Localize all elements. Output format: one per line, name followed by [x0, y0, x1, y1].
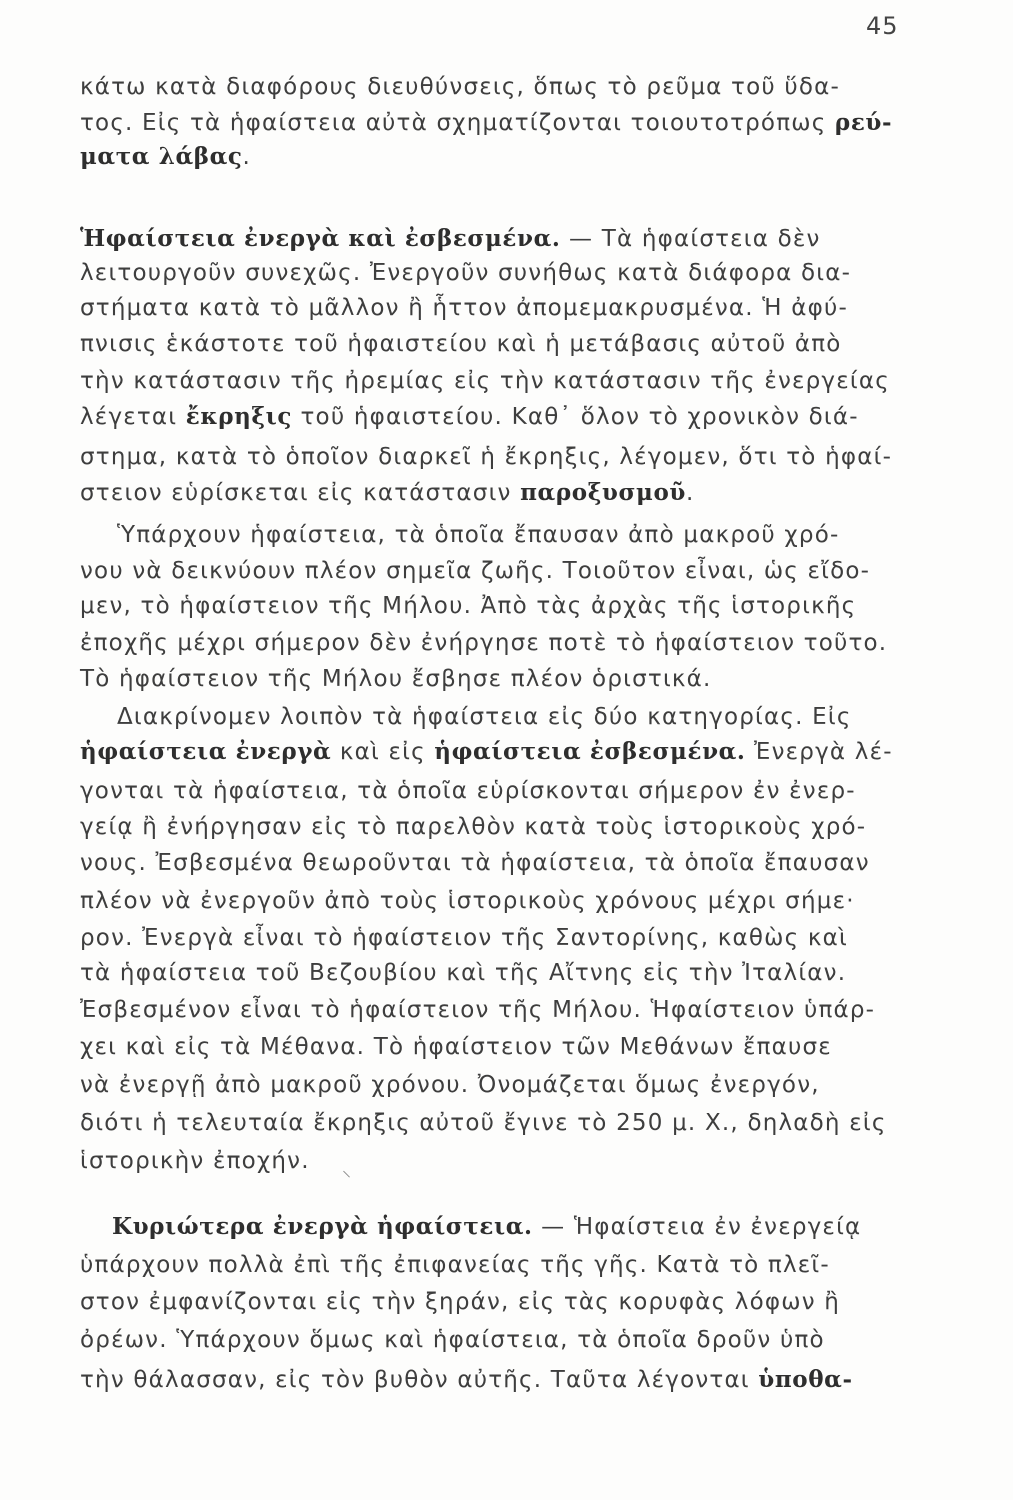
text-line [80, 848, 930, 878]
text-run: νους. Ἐσβεσμένα θεωροῦνται τὰ ἡφαίστεια, τὰ ὁποῖα ἔπαυσαν [80, 850, 870, 876]
text-run: — Τὰ ἡφαίστεια δὲν [560, 226, 821, 252]
text-run: . [242, 144, 252, 170]
text-run: πνισις ἑκάστοτε τοῦ ἡφαιστείου καὶ ἡ μετάβασις αὐτοῦ ἀπὸ [80, 331, 842, 357]
text-line [80, 108, 930, 138]
text-line [117, 702, 967, 732]
bold-term: ἡφαίστεια ἐσβεσμένα. [434, 738, 746, 765]
bold-term: ἔκρηξις [185, 403, 292, 430]
text-run: Ὑπάρχουν ἡφαίστεια, τὰ ὁποῖα ἔπαυσαν ἀπὸ μακροῦ χρό- [117, 522, 840, 548]
text-run: στειον εὑρίσκεται εἰς κατάστασιν [80, 480, 521, 506]
text-line [80, 1250, 930, 1280]
text-line [80, 591, 930, 621]
bold-term: ὑποθα- [758, 1366, 853, 1393]
text-line [80, 329, 930, 359]
bold-term: ρεύ- [834, 109, 893, 136]
text-line [80, 293, 930, 323]
text-line [80, 1325, 930, 1355]
text-run: καὶ εἰς [331, 739, 435, 765]
text-run: λέγεται [80, 404, 186, 430]
text-line [80, 556, 930, 586]
bold-term: παροξυσμοῦ [520, 479, 686, 506]
text-run: στημα, κατὰ τὸ ὁποῖον διαρκεῖ ἡ ἔκρηξις, λέγομεν, ὅτι τὸ ἡφαί- [80, 444, 893, 470]
section-heading-line [80, 224, 930, 254]
stray-mark: ⸜ [342, 1160, 351, 1181]
text-line [80, 1108, 930, 1138]
text-line [80, 664, 930, 694]
text-run: διότι ἡ τελευταία ἔκρηξις αὐτοῦ ἔγινε τὸ 250 μ. Χ., δηλαδὴ εἰς [80, 1110, 887, 1136]
text-run: ὑπάρχουν πολλὰ ἐπὶ τῆς ἐπιφανείας τῆς γῆς. Κατὰ τὸ πλεῖ- [80, 1252, 830, 1278]
bold-term: ἡφαίστεια ἐνεργὰ [80, 738, 332, 765]
text-line [80, 1287, 930, 1317]
text-run: λειτουργοῦν συνεχῶς. Ἐνεργοῦν συνήθως κατὰ διάφορα δια- [80, 260, 852, 286]
text-line [80, 142, 930, 172]
bold-term: Ἡφαίστεια ἐνεργὰ καὶ ἐσβεσμένα. [80, 225, 561, 252]
text-run: χει καὶ εἰς τὰ Μέθανα. Τὸ ἡφαίστειον τῶν Μεθάνων ἔπαυσε [80, 1034, 832, 1060]
text-run: γονται τὰ ἡφαίστεια, τὰ ὁποῖα εὑρίσκονται σήμερον ἐν ἐνερ- [80, 778, 856, 804]
text-run: τοῦ ἡφαιστείου. Καθ᾽ ὅλον τὸ χρονικὸν διά- [292, 404, 859, 430]
text-run: τὴν κατάστασιν τῆς ἠρεμίας εἰς τὴν κατάστασιν τῆς ἐνεργείας [80, 368, 890, 394]
text-run: τὰ ἡφαίστεια τοῦ Βεζουβίου καὶ τῆς Αἴτνης εἰς τὴν Ἰταλίαν. [80, 960, 847, 986]
text-run: γείᾳ ἢ ἐνήργησαν εἰς τὸ παρελθὸν κατὰ τοὺς ἱστορικοὺς χρό- [80, 814, 867, 840]
text-run: ἱστορικὴν ἐποχήν. [80, 1148, 310, 1174]
text-run: νου νὰ δεικνύουν πλέον σημεῖα ζωῆς. Τοιοῦτον εἶναι, ὡς εἴδο- [80, 558, 871, 584]
text-line [80, 1146, 930, 1176]
text-line [117, 520, 967, 550]
text-line [80, 812, 930, 842]
section-heading-line [112, 1212, 962, 1242]
text-line [80, 366, 930, 396]
text-line [80, 478, 930, 508]
text-line [80, 442, 930, 472]
text-line [80, 1365, 930, 1395]
text-run: Ἐνεργὰ λέ- [745, 739, 893, 765]
text-run: Τὸ ἡφαίστειον τῆς Μήλου ἔσβησε πλέον ὁριστικά. [80, 666, 712, 692]
text-run: τὴν θάλασσαν, εἰς τὸν βυθὸν αὐτῆς. Ταῦτα λέγονται [80, 1367, 759, 1393]
text-run: Διακρίνομεν λοιπὸν τὰ ἡφαίστεια εἰς δύο κατηγορίας. Εἰς [117, 704, 852, 730]
text-run: στον ἐμφανίζονται εἰς τὴν ξηράν, εἰς τὰς κορυφὰς λόφων ἢ [80, 1289, 841, 1315]
text-run: μεν, τὸ ἡφαίστειον τῆς Μήλου. Ἀπὸ τὰς ἀρχὰς τῆς ἱστορικῆς [80, 593, 857, 619]
text-run: ἐποχῆς μέχρι σήμερον δὲν ἐνήργησε ποτὲ τὸ ἡφαίστειον τοῦτο. [80, 630, 888, 656]
text-run: ὀρέων. Ὑπάρχουν ὅμως καὶ ἡφαίστεια, τὰ ὁποῖα δροῦν ὑπὸ [80, 1327, 825, 1353]
text-run: νὰ ἐνεργῇ ἀπὸ μακροῦ χρόνου. Ὀνομάζεται ὅμως ἐνεργόν, [80, 1072, 820, 1098]
text-run: κάτω κατὰ διαφόρους διευθύνσεις, ὅπως τὸ ρεῦμα τοῦ ὕδα- [80, 74, 840, 100]
text-line [80, 886, 930, 916]
text-line [80, 958, 930, 988]
text-run: Ἐσβεσμένον εἶναι τὸ ἡφαίστειον τῆς Μήλου. Ἡφαίστειον ὑπάρ- [80, 997, 876, 1023]
text-run: στήματα κατὰ τὸ μᾶλλον ἢ ἧττον ἀπομεμακρυσμένα. Ἡ ἀφύ- [80, 295, 848, 321]
text-line [80, 1070, 930, 1100]
text-line [80, 737, 930, 767]
text-run: — Ἡφαίστεια ἐν ἐνεργείᾳ [532, 1214, 862, 1240]
text-line [80, 258, 930, 288]
text-line [80, 776, 930, 806]
text-line [80, 923, 930, 953]
text-run: πλέον νὰ ἐνεργοῦν ἀπὸ τοὺς ἱστορικοὺς χρόνους μέχρι σήμε· [80, 888, 855, 914]
text-line [80, 72, 930, 102]
text-line [80, 628, 930, 658]
page-number: 45 [866, 12, 899, 40]
text-run: τος. Εἰς τὰ ἡφαίστεια αὐτὰ σχηματίζονται τοιουτοτρόπως [80, 110, 835, 136]
text-line [80, 995, 930, 1025]
text-run: . [685, 480, 695, 506]
text-line [80, 402, 930, 432]
bold-term: Κυριώτερα ἐνεργὰ ἡφαίστεια. [112, 1213, 533, 1240]
text-run: ρον. Ἐνεργὰ εἶναι τὸ ἡφαίστειον τῆς Σαντορίνης, καθὼς καὶ [80, 925, 848, 951]
text-line [80, 1032, 930, 1062]
bold-term: ματα λάβας [80, 143, 243, 170]
